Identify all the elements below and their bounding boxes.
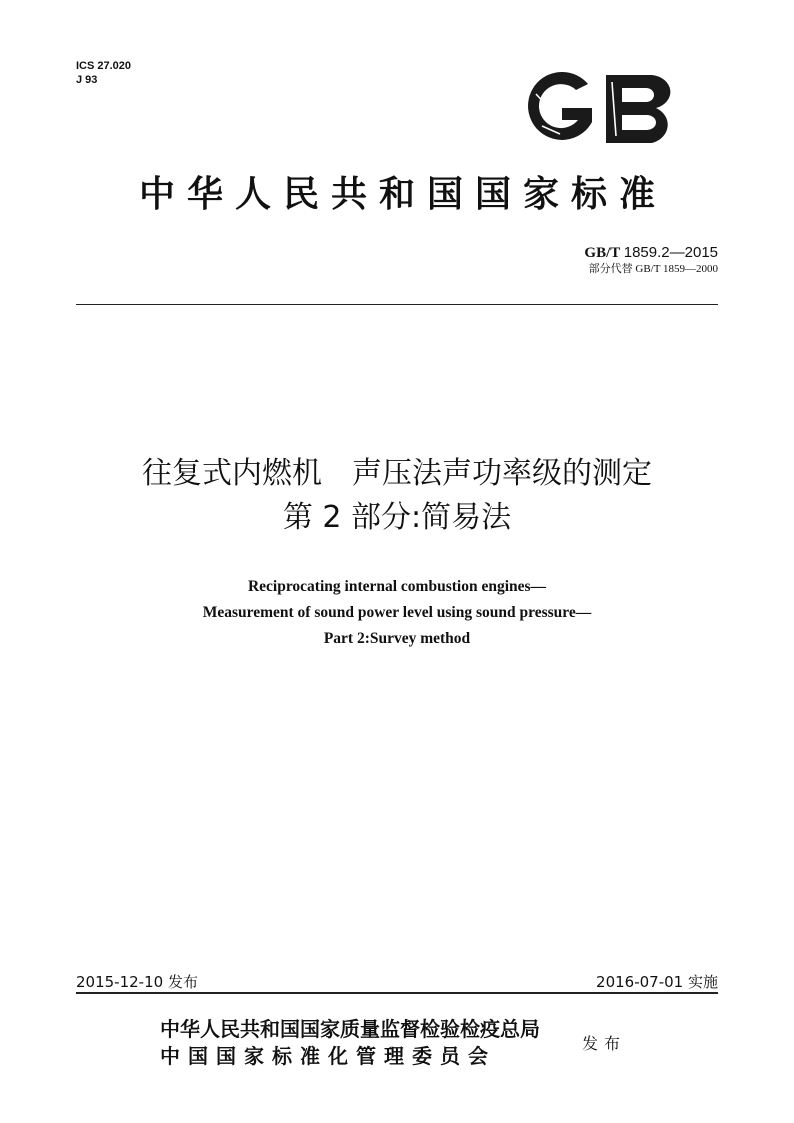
classification-codes [76,59,131,87]
replaces-note: 部分代替 GB/T 1859—2000 [588,263,718,275]
implementation-date: 2016-07-01 实施 [596,973,718,991]
english-title [0,574,794,652]
english-title-line2: Measurement of sound power level using sound pressure— [202,604,592,621]
standard-code-prefix: GB/T [584,245,620,261]
standard-title: 中华人民共和国国家标准 [138,173,667,215]
standard-code [584,244,718,262]
chinese-title-line2: 第 2 部分:简易法 [282,500,512,535]
chinese-title [0,452,794,540]
standard-code-number: 1859.2—2015 [623,244,718,261]
chinese-title-line1: 往复式内燃机 声压法声功率级的测定 [142,456,652,491]
issue-date: 2015-12-10 发布 [76,973,198,991]
gb-logo [516,64,680,154]
english-title-line1: Reciprocating internal combustion engines— [247,578,547,595]
standard-number-block [584,244,718,276]
issuer-sac: 中国国家标准化管理委员会 [160,1044,496,1068]
issuing-organizations [160,1016,540,1070]
publish-label: 发布 [582,1034,627,1053]
header-divider [76,304,718,305]
english-title-line3: Part 2:Survey method [323,630,471,647]
issuer-aqsiq: 中华人民共和国国家质量监督检验检疫总局 [160,1017,540,1041]
ics-code: ICS 27.020 [76,60,132,72]
footer-divider [76,992,718,994]
ccs-code: J 93 [76,74,98,86]
